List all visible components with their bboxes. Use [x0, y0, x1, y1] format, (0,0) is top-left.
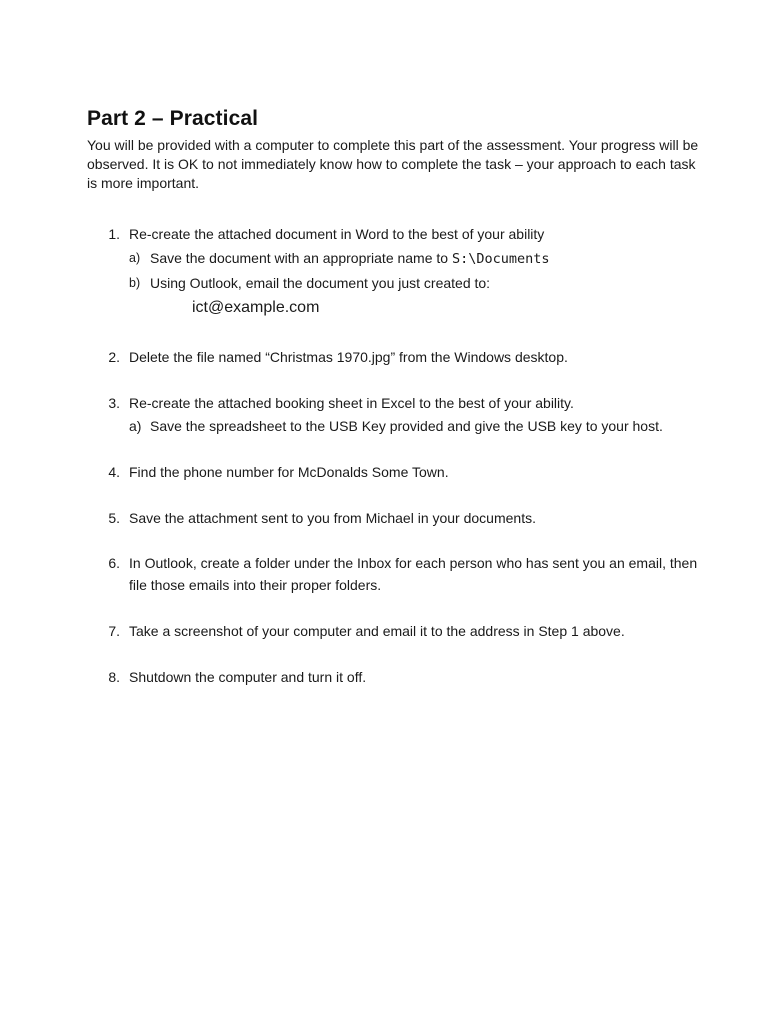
sub-item-text	[150, 247, 550, 270]
documents-path: S:\Documents	[451, 251, 550, 267]
intro-paragraph: You will be provided with a computer to complete this part of the assessment. Your progress will be observed. It is OK to not immediately know how to complete the task – your approach to each task is more important.	[87, 137, 699, 191]
item-number: 1.	[108, 226, 120, 242]
sub-item-letter: a)	[129, 251, 141, 265]
item-number: 5.	[108, 510, 120, 526]
item-number: 7.	[108, 623, 120, 639]
email-address: ict@example.com	[192, 299, 320, 316]
item-text: Find the phone number for McDonalds Some Town.	[129, 464, 449, 480]
item-text: In Outlook, create a folder under the Inbox for each person who has sent you an email, then file those emails into their proper folders.	[129, 555, 698, 593]
item-number: 4.	[108, 464, 120, 480]
item-number: 2.	[108, 349, 120, 365]
item-text: Take a screenshot of your computer and email it to the address in Step 1 above.	[129, 623, 625, 639]
sub-item-text: Save the spreadsheet to the USB Key provided and give the USB key to your host.	[150, 418, 663, 434]
item-number: 6.	[108, 555, 120, 571]
item-text: Re-create the attached booking sheet in Excel to the best of your ability.	[129, 395, 574, 411]
item-text: Re-create the attached document in Word to the best of your ability	[129, 226, 545, 242]
item-text: Shutdown the computer and turn it off.	[129, 669, 367, 685]
document-title: Part 2 – Practical	[87, 107, 259, 130]
item-number: 8.	[108, 669, 120, 685]
sub-item-label: Save the document with an appropriate name to	[150, 250, 452, 266]
sub-item-letter: b)	[129, 276, 141, 290]
item-text: Save the attachment sent to you from Michael in your documents.	[129, 510, 536, 526]
sub-item-letter: a)	[129, 418, 142, 434]
sub-item-text: Using Outlook, email the document you just created to:	[150, 275, 491, 291]
item-text: Delete the file named “Christmas 1970.jpg” from the Windows desktop.	[129, 349, 568, 365]
item-number: 3.	[108, 395, 120, 411]
